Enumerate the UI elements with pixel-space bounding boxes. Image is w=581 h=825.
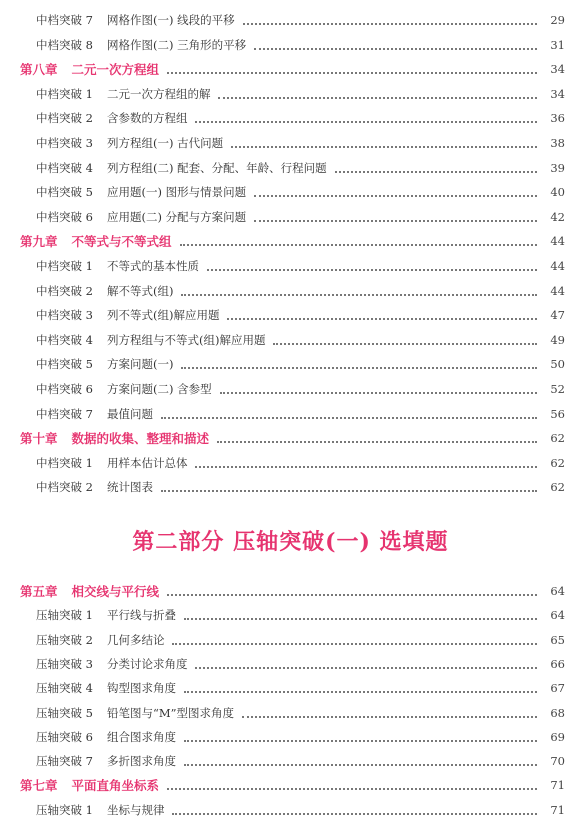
section-row[interactable] bbox=[0, 475, 581, 499]
page-number: 67 bbox=[550, 681, 565, 696]
page-number: 50 bbox=[550, 357, 565, 372]
chapter-row[interactable] bbox=[0, 773, 581, 797]
section-label: 压轴突破 1 bbox=[36, 608, 93, 623]
chapter-title: 平面直角坐标系 bbox=[71, 778, 160, 794]
chapter-title: 相交线与平行线 bbox=[71, 584, 160, 599]
chapter-label: 第七章 bbox=[20, 778, 58, 794]
dot-leader bbox=[172, 813, 537, 815]
section-row[interactable] bbox=[0, 652, 581, 676]
entry-text bbox=[0, 455, 187, 471]
section-row[interactable] bbox=[0, 33, 581, 57]
section-title: 方案问题(二) 含参型 bbox=[106, 382, 212, 396]
page-number: 39 bbox=[550, 160, 565, 175]
page-number: 34 bbox=[550, 86, 565, 101]
page-number: 64 bbox=[550, 608, 565, 623]
entry-text bbox=[0, 406, 153, 422]
dot-leader bbox=[172, 643, 537, 645]
section-label: 中档突破 7 bbox=[36, 13, 93, 27]
chapter-row[interactable] bbox=[0, 57, 581, 81]
section-row[interactable] bbox=[0, 328, 581, 352]
chapter-label: 第五章 bbox=[20, 584, 58, 599]
entry-text bbox=[0, 258, 199, 274]
page-number: 49 bbox=[550, 332, 565, 347]
page-number: 36 bbox=[550, 111, 565, 126]
entry-text bbox=[0, 283, 173, 299]
dot-leader bbox=[254, 48, 537, 50]
section-row[interactable] bbox=[0, 676, 581, 700]
section-row[interactable] bbox=[0, 725, 581, 749]
entry-text bbox=[0, 160, 327, 176]
section-title: 列方程组(一) 古代问题 bbox=[106, 136, 224, 150]
section-row[interactable] bbox=[0, 180, 581, 204]
dot-leader bbox=[184, 618, 537, 620]
dot-leader bbox=[180, 244, 537, 246]
page-number: 38 bbox=[550, 136, 565, 150]
dot-leader bbox=[335, 171, 537, 173]
page-number: 34 bbox=[550, 62, 565, 77]
dot-leader bbox=[195, 466, 537, 468]
section-title: 平行线与折叠 bbox=[106, 608, 176, 623]
page-number: 29 bbox=[550, 13, 565, 27]
entry-text bbox=[0, 607, 176, 623]
dot-leader bbox=[161, 490, 537, 492]
entry-text bbox=[0, 307, 219, 323]
entry-text bbox=[0, 753, 176, 769]
dot-leader bbox=[195, 667, 537, 669]
entry-text bbox=[0, 729, 176, 745]
page-number: 69 bbox=[550, 729, 565, 744]
dot-leader bbox=[161, 417, 537, 419]
page-number: 70 bbox=[550, 754, 565, 769]
entry-text bbox=[0, 656, 187, 672]
section-title: 组合图求角度 bbox=[106, 729, 176, 744]
section-title: 应用题(二) 分配与方案问题 bbox=[106, 209, 247, 224]
entry-text bbox=[0, 232, 172, 250]
section-title: 解不等式(组) bbox=[106, 283, 174, 298]
section-label: 压轴突破 4 bbox=[36, 681, 93, 696]
section-row[interactable] bbox=[0, 106, 581, 130]
section-label: 中档突破 5 bbox=[36, 185, 93, 200]
page-number: 31 bbox=[550, 37, 565, 52]
page-number: 62 bbox=[550, 480, 565, 495]
dot-leader bbox=[231, 146, 537, 148]
dot-leader bbox=[254, 195, 537, 197]
section-row[interactable] bbox=[0, 377, 581, 401]
section-title: 几何多结论 bbox=[106, 632, 165, 647]
entry-text bbox=[0, 429, 209, 447]
chapter-title: 不等式与不等式组 bbox=[71, 234, 172, 250]
section-row[interactable] bbox=[0, 603, 581, 627]
dot-leader bbox=[243, 23, 537, 25]
section-title: 网格作图(二) 三角形的平移 bbox=[106, 37, 247, 52]
section-title: 铅笔图与“M”型图求角度 bbox=[106, 705, 235, 720]
section-title: 分类讨论求角度 bbox=[106, 656, 188, 671]
chapter-row[interactable] bbox=[0, 426, 581, 450]
section-title: 二元一次方程组的解 bbox=[106, 86, 211, 101]
entry-text bbox=[0, 776, 159, 794]
page-number: 42 bbox=[550, 209, 565, 224]
entry-text bbox=[0, 209, 246, 225]
entry-text bbox=[0, 381, 212, 397]
page-number: 66 bbox=[550, 656, 565, 671]
dot-leader bbox=[242, 716, 537, 718]
page-number: 62 bbox=[550, 431, 565, 446]
page-number: 44 bbox=[550, 283, 565, 298]
section-label: 中档突破 7 bbox=[36, 406, 93, 421]
chapter-title: 数据的收集、整理和描述 bbox=[71, 431, 210, 447]
section-title: 统计图表 bbox=[106, 480, 153, 495]
section-title: 多折图求角度 bbox=[106, 754, 176, 769]
section-label: 压轴突破 5 bbox=[36, 705, 93, 720]
entry-text bbox=[0, 802, 164, 818]
section-title: 列方程组(二) 配套、分配、年龄、行程问题 bbox=[106, 160, 327, 175]
section-title: 列不等式(组)解应用题 bbox=[106, 308, 220, 323]
section-title: 坐标与规律 bbox=[106, 802, 165, 817]
section-label: 中档突破 6 bbox=[36, 209, 93, 224]
dot-leader bbox=[273, 343, 537, 345]
dot-leader bbox=[184, 740, 537, 742]
entry-text bbox=[0, 184, 246, 200]
entry-text bbox=[0, 37, 246, 53]
section-label: 中档突破 5 bbox=[36, 357, 93, 372]
entry-text bbox=[0, 110, 187, 126]
section-row[interactable] bbox=[0, 205, 581, 229]
section-row[interactable] bbox=[0, 628, 581, 652]
chapter-row[interactable] bbox=[0, 579, 581, 603]
dot-leader bbox=[227, 318, 537, 320]
entry-text bbox=[0, 12, 235, 28]
section-title: 网格作图(一) 线段的平移 bbox=[106, 13, 235, 27]
chapter-row[interactable] bbox=[0, 229, 581, 253]
entry-text bbox=[0, 332, 265, 348]
section-label: 中档突破 1 bbox=[36, 259, 93, 273]
part-title: 第二部分 压轴突破(一) 选填题 bbox=[132, 529, 449, 555]
section-label: 压轴突破 2 bbox=[36, 632, 93, 647]
page-number: 62 bbox=[550, 455, 565, 470]
page-number: 68 bbox=[550, 705, 565, 720]
dot-leader bbox=[195, 121, 537, 123]
dot-leader bbox=[254, 220, 537, 222]
section-title: 用样本估计总体 bbox=[106, 455, 188, 470]
section-label: 中档突破 8 bbox=[36, 37, 93, 52]
chapter-label: 第九章 bbox=[20, 234, 58, 250]
section-title: 钩型图求角度 bbox=[106, 681, 176, 696]
page-number: 71 bbox=[550, 778, 565, 793]
dot-leader bbox=[181, 294, 537, 296]
dot-leader bbox=[217, 441, 537, 443]
entry-text bbox=[0, 60, 159, 78]
chapter-label: 第十章 bbox=[20, 431, 58, 447]
chapter-title: 二元一次方程组 bbox=[71, 62, 160, 78]
section-label: 中档突破 2 bbox=[36, 111, 93, 126]
section-row[interactable] bbox=[0, 8, 581, 32]
page-number: 71 bbox=[550, 802, 565, 817]
section-row[interactable] bbox=[0, 352, 581, 376]
section-label: 中档突破 4 bbox=[36, 332, 93, 347]
page-number: 44 bbox=[550, 259, 565, 273]
page-number: 47 bbox=[550, 308, 565, 323]
section-label: 中档突破 6 bbox=[36, 382, 93, 396]
entry-text bbox=[0, 582, 159, 600]
section-row[interactable] bbox=[0, 402, 581, 426]
section-title: 列方程组与不等式(组)解应用题 bbox=[106, 332, 266, 347]
section-label: 中档突破 4 bbox=[36, 160, 93, 175]
section-title: 含参数的方程组 bbox=[106, 111, 188, 126]
dot-leader bbox=[184, 764, 537, 766]
section-row[interactable] bbox=[0, 279, 581, 303]
page-number: 40 bbox=[550, 185, 565, 200]
section-row[interactable] bbox=[0, 701, 581, 725]
dot-leader bbox=[218, 97, 537, 99]
page-number: 64 bbox=[550, 584, 565, 598]
section-label: 压轴突破 3 bbox=[36, 656, 93, 671]
dot-leader bbox=[207, 269, 537, 271]
section-label: 中档突破 3 bbox=[36, 308, 93, 323]
section-row[interactable] bbox=[0, 798, 581, 822]
section-title: 最值问题 bbox=[106, 406, 153, 421]
section-row[interactable] bbox=[0, 131, 581, 155]
section-label: 压轴突破 1 bbox=[36, 802, 93, 817]
entry-text bbox=[0, 479, 153, 495]
section-label: 中档突破 3 bbox=[36, 136, 93, 150]
page-number: 44 bbox=[550, 234, 565, 249]
entry-text bbox=[0, 356, 173, 372]
entry-text bbox=[0, 135, 223, 151]
dot-leader bbox=[220, 392, 537, 394]
dot-leader bbox=[184, 691, 537, 693]
section-title: 方案问题(一) bbox=[106, 357, 174, 372]
section-title: 不等式的基本性质 bbox=[106, 259, 199, 273]
section-row[interactable] bbox=[0, 82, 581, 106]
section-label: 中档突破 2 bbox=[36, 283, 93, 298]
chapter-label: 第八章 bbox=[20, 62, 58, 78]
page-number: 56 bbox=[550, 406, 565, 421]
section-row[interactable] bbox=[0, 156, 581, 180]
section-title: 应用题(一) 图形与情景问题 bbox=[106, 185, 247, 200]
dot-leader bbox=[167, 594, 537, 596]
section-row[interactable] bbox=[0, 451, 581, 475]
section-label: 中档突破 1 bbox=[36, 455, 93, 470]
page-number: 65 bbox=[550, 632, 565, 647]
entry-text bbox=[0, 705, 234, 721]
dot-leader bbox=[181, 367, 537, 369]
section-row[interactable] bbox=[0, 254, 581, 278]
entry-text bbox=[0, 680, 176, 696]
page-number: 52 bbox=[550, 382, 565, 396]
section-label: 压轴突破 6 bbox=[36, 729, 93, 744]
section-label: 中档突破 1 bbox=[36, 86, 93, 101]
entry-text bbox=[0, 86, 210, 102]
section-row[interactable] bbox=[0, 749, 581, 773]
dot-leader bbox=[167, 788, 537, 790]
section-label: 中档突破 2 bbox=[36, 480, 93, 495]
entry-text bbox=[0, 632, 164, 648]
section-label: 压轴突破 7 bbox=[36, 754, 93, 769]
section-row[interactable] bbox=[0, 303, 581, 327]
dot-leader bbox=[167, 72, 537, 74]
